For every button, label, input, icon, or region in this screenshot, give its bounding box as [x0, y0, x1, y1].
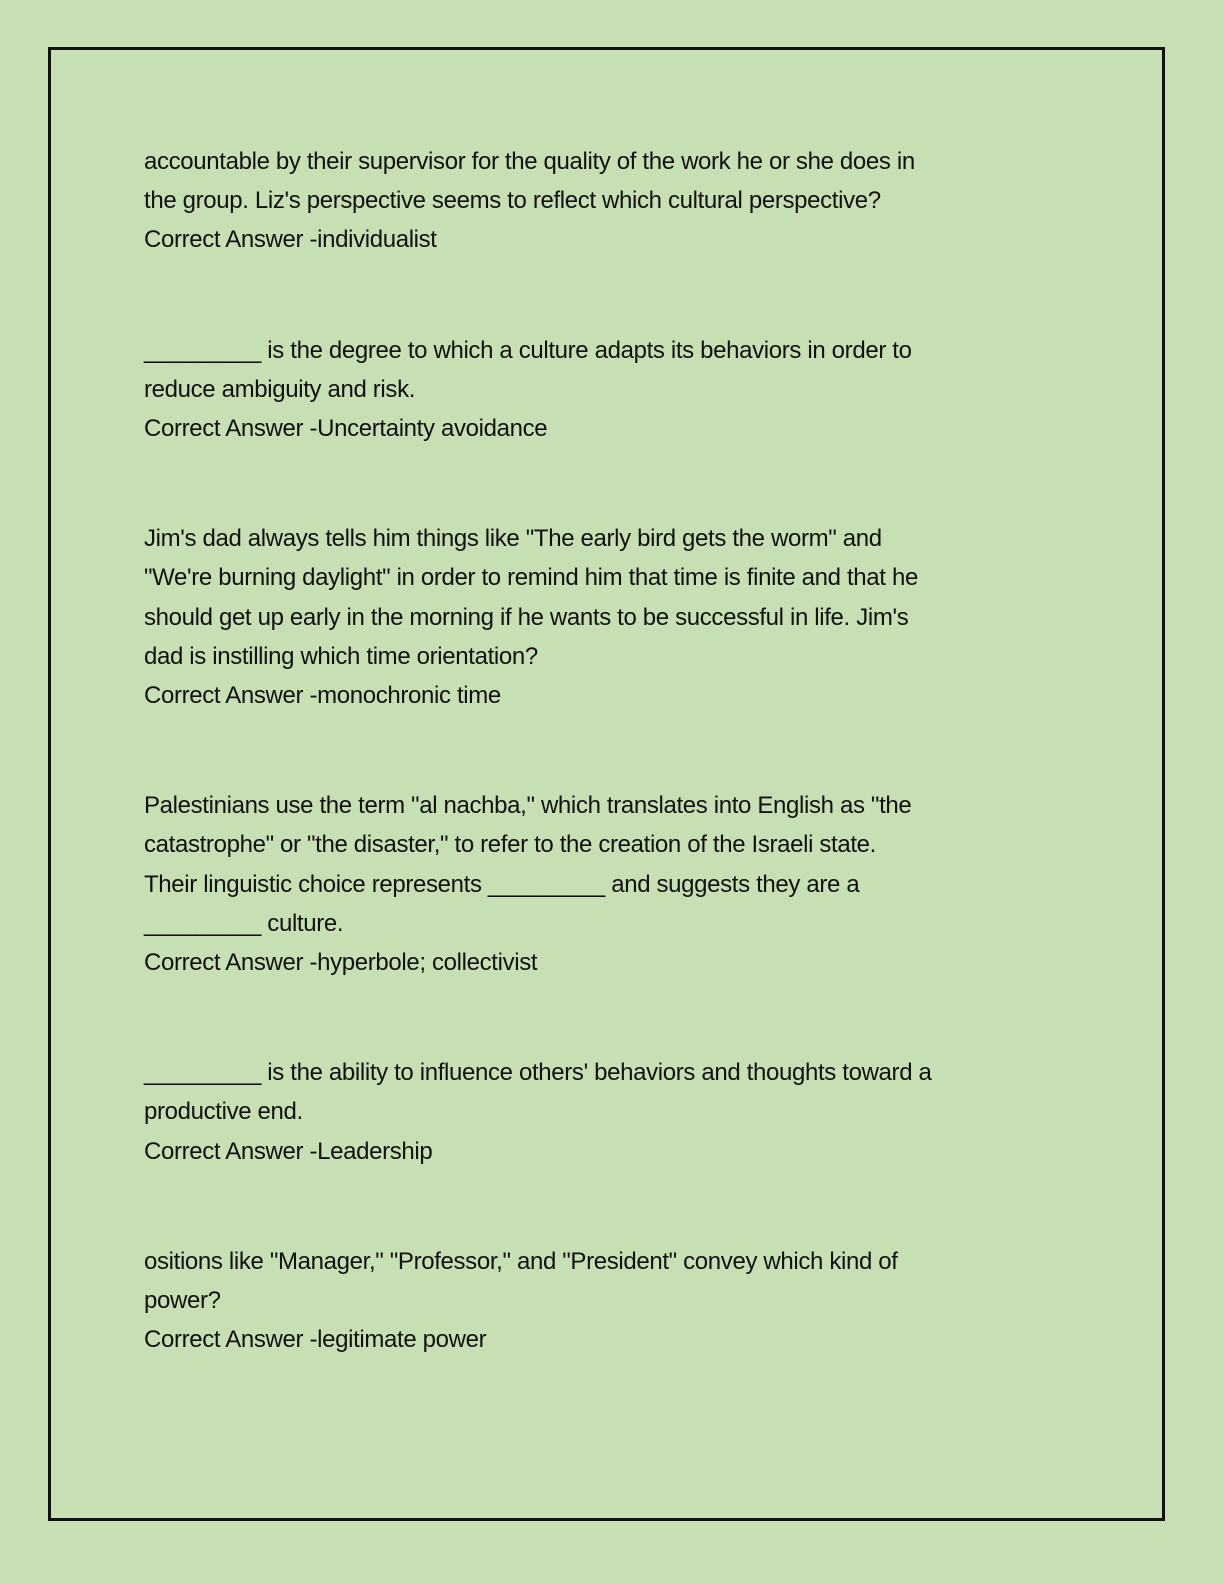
document-content	[144, 142, 1084, 1359]
question-line: accountable by their supervisor for the quality of the work he or she does in	[144, 148, 915, 175]
qa-block	[144, 142, 1084, 260]
question-line: _________ is the degree to which a culture adapts its behaviors in order to	[144, 336, 912, 364]
question-line: catastrophe" or "the disaster," to refer to the creation of the Israeli state.	[144, 831, 876, 859]
question-line: _________ culture.	[144, 909, 344, 937]
question-line: _________ is the ability to influence others' behaviors and thoughts toward a	[144, 1059, 932, 1087]
qa-block	[144, 1053, 1084, 1171]
correct-answer: Correct Answer -legitimate power	[144, 1326, 487, 1354]
correct-answer: Correct Answer -Leadership	[144, 1137, 433, 1165]
qa-block	[144, 519, 1084, 715]
question-line: reduce ambiguity and risk.	[144, 375, 416, 403]
qa-block	[144, 786, 1084, 982]
question-line: should get up early in the morning if he wants to be successful in life. Jim's	[144, 603, 909, 631]
correct-answer: Correct Answer -individualist	[144, 226, 437, 254]
qa-block	[144, 331, 1084, 449]
question-line: productive end.	[144, 1098, 303, 1126]
qa-block	[144, 1242, 1084, 1360]
question-line: Their linguistic choice represents _________ and suggests they are a	[144, 870, 860, 898]
question-line: power?	[144, 1287, 221, 1315]
question-line: Jim's dad always tells him things like "The early bird gets the worm" and	[144, 525, 882, 553]
correct-answer: Correct Answer -monochronic time	[144, 682, 501, 710]
correct-answer: Correct Answer -hyperbole; collectivist	[144, 949, 538, 977]
question-line: Palestinians use the term "al nachba," which translates into English as "the	[144, 792, 912, 820]
correct-answer: Correct Answer -Uncertainty avoidance	[144, 415, 548, 443]
question-line: the group. Liz's perspective seems to reflect which cultural perspective?	[144, 187, 881, 215]
question-line: ositions like "Manager," "Professor," and "President" convey which kind of	[144, 1247, 898, 1275]
question-line: "We're burning daylight" in order to remind him that time is finite and that he	[144, 564, 918, 592]
question-line: dad is instilling which time orientation?	[144, 642, 538, 670]
